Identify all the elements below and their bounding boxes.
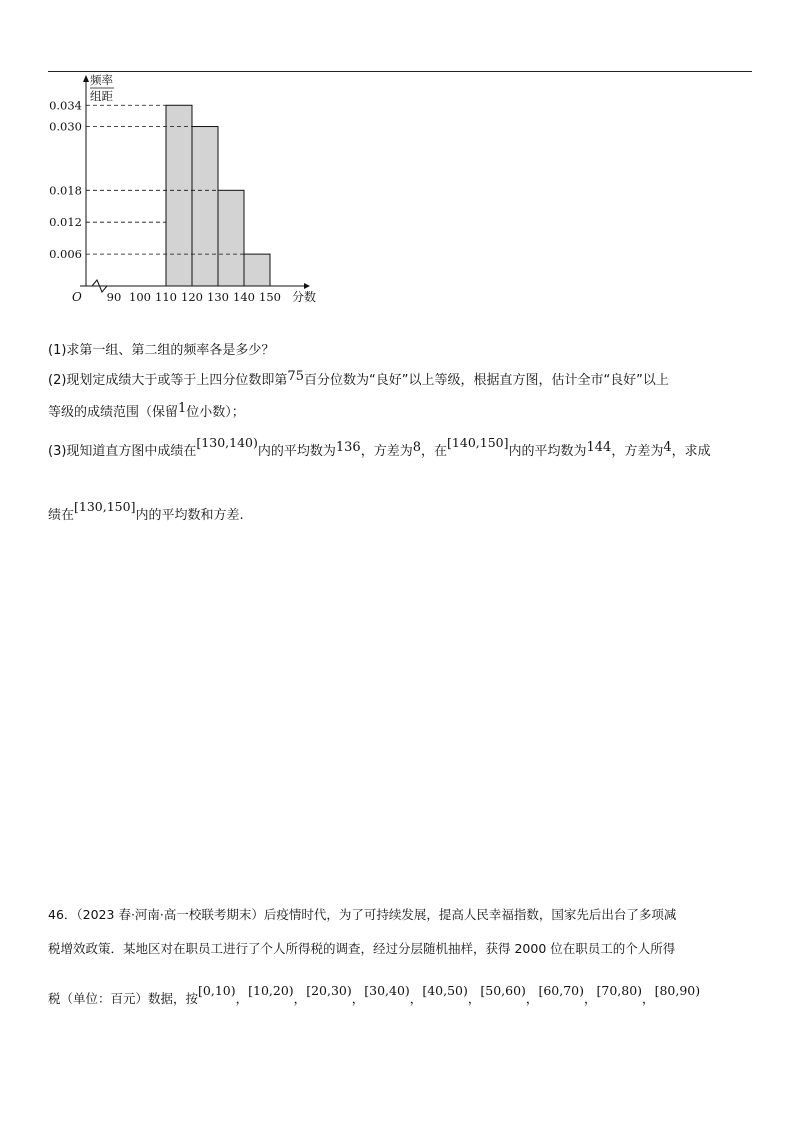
x-tick-label-100: 100: [129, 290, 151, 304]
x-tick-label-130: 130: [207, 290, 229, 304]
question-3-text-f: ，方差为: [611, 444, 664, 459]
question-2-percentile: 75: [287, 369, 304, 384]
y-tick-label-0.006: 0.006: [49, 247, 82, 262]
question-3-line-1: [48, 435, 711, 461]
question-3-text-g: ，求成: [671, 444, 711, 459]
question-3-line-2: [48, 499, 244, 525]
interval-separator: ，: [467, 991, 481, 1006]
question-3-text-c: ，方差为: [360, 444, 413, 459]
interval-separator: ，: [235, 991, 249, 1006]
interval-separator: ，: [642, 991, 655, 1006]
interval-item: [0,10): [198, 983, 236, 998]
problem-46-text-3: 税（单位：百元）数据，按: [48, 991, 199, 1006]
ylabel-top: 频率: [90, 73, 113, 87]
y-tick-label-0.018: 0.018: [49, 183, 82, 198]
question-3-text-e: 内的平均数为: [508, 444, 587, 459]
y-tick-label-0.030: 0.030: [49, 119, 82, 134]
problem-46-text-1: 46．（2023 春·河南·高一校联考期末）后疫情时代，为了可持续发展，提高人民幸福指数，国家先后出台了多项减: [48, 907, 677, 922]
interval-separator: ，: [409, 991, 423, 1006]
x-tick-label-140: 140: [233, 290, 255, 304]
histogram-bar-130-140: [218, 190, 244, 286]
histogram-bar-140-150: [244, 254, 270, 286]
question-2-line-1: [48, 369, 669, 390]
question-3-text-h: 绩在: [48, 508, 75, 523]
problem-46-line-2: [48, 940, 675, 958]
interval-item: [80,90): [654, 983, 701, 998]
question-1: [48, 342, 274, 360]
problem-46-line-1: [48, 906, 676, 924]
x-axis-arrow: [304, 283, 310, 289]
question-3-text-b: 内的平均数为: [257, 444, 336, 459]
question-2-text-c: 等级的成绩范围（保留: [48, 405, 179, 420]
question-2-text-a: (2)现划定成绩大于或等于上四分位数即第: [48, 373, 288, 388]
question-3-text-d: ，在: [421, 444, 448, 459]
mean-value-144: 144: [586, 440, 612, 455]
x-tick-label-110: 110: [155, 290, 177, 304]
frequency-histogram: [40, 72, 330, 312]
problem-46-line-3: [48, 983, 701, 1008]
interval-item: [70,80): [596, 983, 643, 998]
interval-item: [20,30): [306, 983, 352, 998]
y-tick-label-0.034: 0.034: [49, 98, 82, 113]
question-2-text-d: 位小数）；: [186, 405, 245, 420]
question-2-line-2: [48, 401, 245, 422]
histogram-bar-120-130: [192, 127, 218, 286]
interval-separator: ，: [525, 991, 539, 1006]
question-3-text-a: (3)现知道直方图中成绩在: [48, 444, 197, 459]
x-axis-label: 分数: [292, 290, 317, 304]
x-tick-label-150: 150: [259, 290, 281, 304]
interval-130-150: [130,150]: [74, 499, 136, 514]
question-3-text-i: 内的平均数和方差.: [135, 508, 244, 523]
mean-value-136: 136: [335, 440, 361, 455]
interval-item: [50,60): [480, 983, 526, 998]
question-2-text-b: 百分位数为“良好”以上等级，根据直方图，估计全市“良好”以上: [303, 373, 669, 388]
variance-value-8: 8: [412, 440, 422, 455]
ylabel-bottom: 组距: [90, 89, 113, 103]
interval-item: [30,40): [364, 983, 410, 998]
interval-140-150: [140,150]: [447, 435, 509, 450]
interval-separator: ，: [293, 991, 307, 1006]
variance-value-4: 4: [663, 440, 672, 455]
interval-130-140: [130,140): [196, 435, 258, 450]
question-2-decimals: 1: [178, 401, 187, 416]
interval-list: [198, 983, 700, 1006]
interval-item: [60,70): [538, 983, 584, 998]
problem-46-text-2: 税增效政策．某地区对在职员工进行了个人所得税的调查，经过分层随机抽样，获得 2000 位在职员工的个人所得: [48, 941, 676, 956]
y-tick-label-0.012: 0.012: [49, 215, 82, 230]
interval-separator: ，: [351, 991, 365, 1006]
x-tick-label-90: 90: [106, 290, 122, 304]
x-tick-label-120: 120: [181, 290, 203, 304]
interval-separator: ，: [583, 991, 597, 1006]
histogram-bar-110-120: [166, 105, 192, 286]
interval-item: [10,20): [248, 983, 294, 998]
question-1-text: (1)求第一组、第二组的频率各是多少？: [48, 343, 275, 358]
origin-label: O: [72, 290, 82, 304]
interval-item: [40,50): [422, 983, 468, 998]
y-axis-arrow: [83, 75, 89, 82]
